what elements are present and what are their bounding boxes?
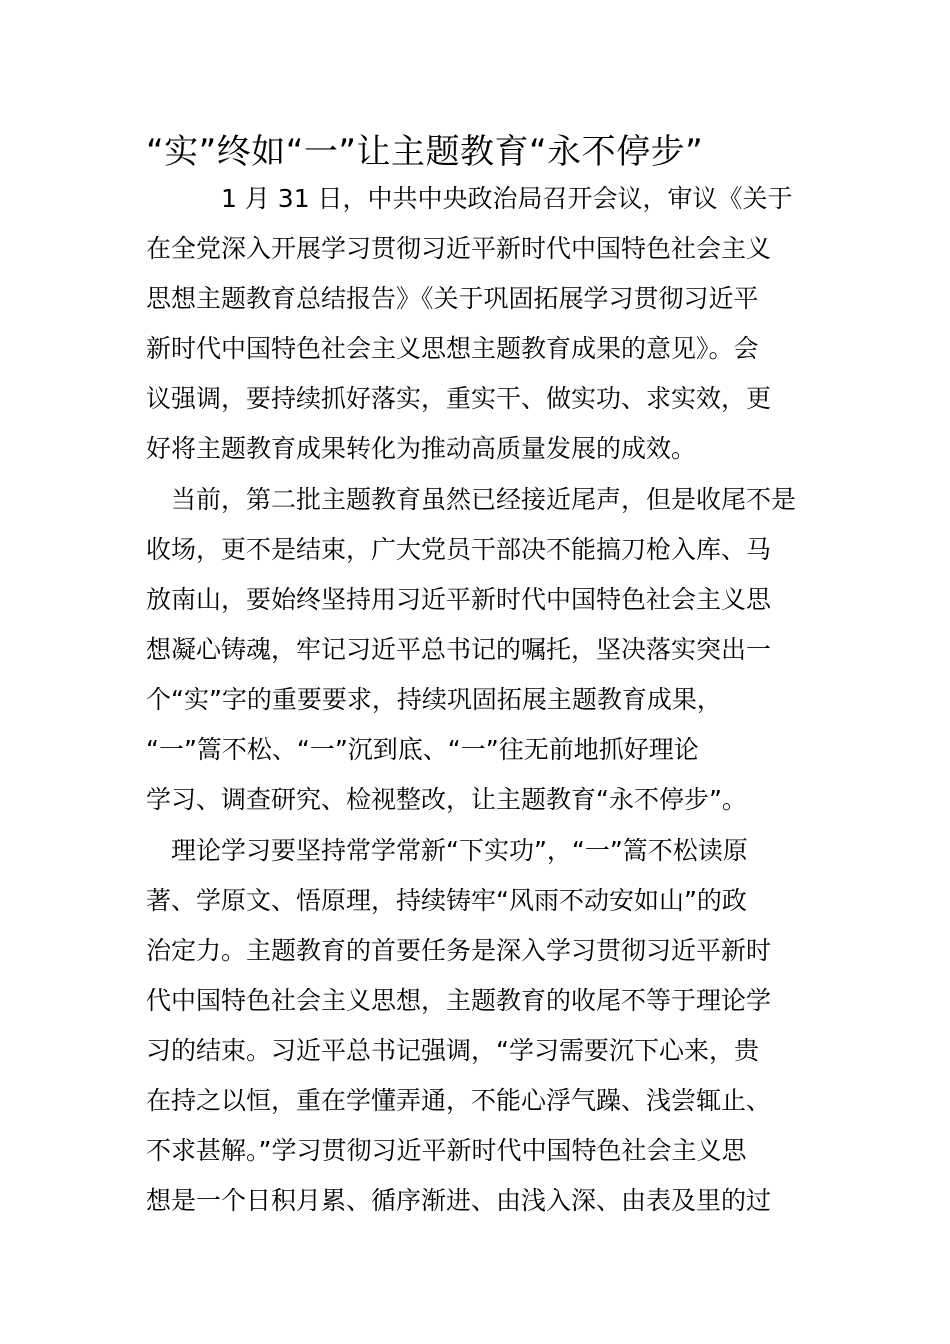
body-line: 议强调，要持续抓好落实，重实干、做实功、求实效，更 [146, 384, 772, 413]
body-line: “一”篙不松、“一”沉到底、“一”往无前地抓好理论 [146, 735, 699, 764]
body-line: 著、学原文、悟原理，持续铸牢“风雨不动安如山”的政 [146, 886, 747, 915]
body-line: 思想主题教育总结报告》《关于巩固拓展学习贯彻习近平 [146, 284, 759, 313]
body-line: 放南山，要始终坚持用习近平新时代中国特色社会主义思 [146, 585, 772, 614]
body-line: 好将主题教育成果转化为推动高质量发展的成效。 [146, 434, 697, 463]
body-line: 当前，第二批主题教育虽然已经接近尾声，但是收尾不是 [146, 485, 797, 514]
body-line: 代中国特色社会主义思想，主题教育的收尾不等于理论学 [146, 986, 772, 1015]
body-line: 1 月 31 日，中共中央政治局召开会议，审议《关于 [146, 184, 793, 213]
body-line: 治定力。主题教育的首要任务是深入学习贯彻习近平新时 [146, 936, 772, 965]
body-line: 在全党深入开展学习贯彻习近平新时代中国特色社会主义 [146, 234, 772, 263]
body-line: 收场，更不是结束，广大党员干部决不能搞刀枪入库、马 [146, 535, 772, 564]
body-line: 想凝心铸魂，牢记习近平总书记的嘱托，坚决落实突出一 [146, 635, 772, 664]
body-line: 学习、调查研究、检视整改，让主题教育“永不停步”。 [146, 785, 747, 814]
body-line: 想是一个日积月累、循序渐进、由浅入深、由表及里的过 [146, 1186, 772, 1215]
document-title: “实”终如“一”让主题教育“永不停步” [146, 132, 704, 172]
body-line: 习的结束。习近平总书记强调，“学习需要沉下心来，贵 [146, 1036, 759, 1065]
body-line: 新时代中国特色社会主义思想主题教育成果的意见》。会 [146, 334, 759, 363]
body-line: 理论学习要坚持常学常新“下实功”，“一”篙不松读原 [146, 836, 748, 865]
body-line: 不求甚解。”学习贯彻习近平新时代中国特色社会主义思 [146, 1136, 747, 1165]
body-line: 在持之以恒，重在学懂弄通，不能心浮气躁、浅尝辄止、 [146, 1086, 772, 1115]
body-line: 个“实”字的重要要求，持续巩固拓展主题教育成果， [146, 685, 722, 714]
